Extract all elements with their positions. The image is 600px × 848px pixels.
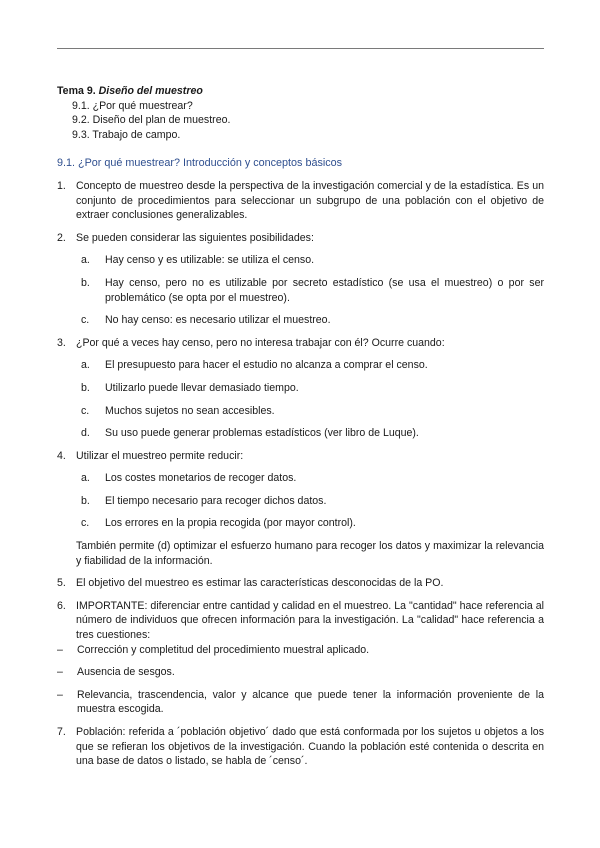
- sub-item-text: Su uso puede generar problemas estadísticos (ver libro de Luque).: [105, 427, 419, 440]
- sub-item-letter: b.: [81, 494, 90, 507]
- dash-item-text: Ausencia de sesgos.: [77, 666, 175, 679]
- item-number: 4.: [57, 449, 66, 462]
- topic-toc: [72, 99, 544, 143]
- item-number: 6.: [57, 599, 66, 612]
- sub-item-text: Los errores en la propia recogida (por mayor control).: [105, 517, 356, 530]
- item-text: Concepto de muestreo desde la perspectiva de la investigación comercial y de la estadística. Es un conjunto de procedimientos para seleccionar un subgrupo de una población con el objetivo de extraer conclusiones generalizables.: [76, 179, 544, 222]
- item-text: Se pueden considerar las siguientes posibilidades:: [76, 231, 314, 244]
- topic-label: Tema 9.: [57, 85, 96, 97]
- sub-item-letter: c.: [81, 404, 90, 417]
- sub-item-letter: a.: [81, 254, 90, 267]
- item-text: Población: referida a ´población objetivo´ dado que está conformada por los sujetos u objetos a los que se refieran los objetivos de la investigación. Cuando la población esté contenida o descrita en una base de datos o listado, se habla de ´censo´.: [76, 726, 544, 768]
- sub-item: [76, 276, 544, 305]
- item-text: IMPORTANTE: diferenciar entre cantidad y calidad en el muestreo. La "cantidad" hace referencia al número de individuos que ofrecen información para la investigación. La "calidad" hace referencia a tres cuestiones:: [76, 599, 544, 642]
- item-number: 7.: [57, 726, 66, 738]
- sub-item: [76, 516, 544, 531]
- toc-item: 9.3. Trabajo de campo.: [72, 128, 181, 141]
- sub-item: [76, 404, 544, 419]
- dash-list: [57, 643, 544, 717]
- topic-title: Diseño del muestreo: [98, 85, 203, 97]
- item-number: 1.: [57, 179, 66, 192]
- sub-item-letter: a.: [81, 359, 90, 372]
- dash-item-text: Relevancia, trascendencia, valor y alcance que puede tener la información proveniente de la muestra escogida.: [77, 688, 544, 716]
- list-item-2: [57, 231, 544, 328]
- list-item-1: [57, 179, 544, 223]
- topic-heading: [57, 84, 544, 99]
- list-item-5: [57, 576, 544, 591]
- toc-item: 9.2. Diseño del plan de muestreo.: [72, 114, 231, 127]
- header-rule: [57, 48, 544, 49]
- sub-item-text: Hay censo y es utilizable: se utiliza el censo.: [105, 254, 315, 267]
- dash-mark: –: [57, 643, 63, 656]
- sub-item-letter: d.: [81, 427, 90, 440]
- sub-item-text: No hay censo: es necesario utilizar el muestreo.: [105, 314, 331, 327]
- item-note: También permite (d) optimizar el esfuerzo humano para recoger los datos y maximizar la relevancia y fiabilidad de la información.: [76, 540, 544, 567]
- content: [57, 84, 544, 777]
- list-item-6: [57, 599, 544, 643]
- toc-item: 9.1. ¿Por qué muestrear?: [72, 99, 193, 112]
- item-number: 3.: [57, 336, 66, 349]
- sub-item: [76, 494, 544, 509]
- sub-item-letter: b.: [81, 381, 90, 394]
- dash-item: [57, 665, 544, 680]
- item-text: Utilizar el muestreo permite reducir:: [76, 449, 244, 462]
- sub-item-text: El tiempo necesario para recoger dichos datos.: [105, 494, 327, 507]
- list-item-7: [57, 725, 544, 769]
- dash-mark: –: [57, 688, 63, 701]
- item-text: El objetivo del muestreo es estimar las características desconocidas de la PO.: [76, 577, 444, 590]
- item-number: 2.: [57, 231, 66, 244]
- sub-item-text: Hay censo, pero no es utilizable por secreto estadístico (se usa el muestreo) o por ser problemático (se opta por el muestreo).: [105, 276, 544, 304]
- list-item-3: [57, 336, 544, 441]
- list-item-4: [57, 449, 544, 569]
- section-heading: 9.1. ¿Por qué muestrear? Introducción y conceptos básicos: [57, 157, 343, 170]
- sub-item-text: Muchos sujetos no sean accesibles.: [105, 404, 275, 417]
- dash-item-text: Corrección y completitud del procedimiento muestral aplicado.: [77, 643, 370, 656]
- dash-item: [57, 643, 544, 658]
- sub-item-letter: c.: [81, 314, 90, 327]
- sub-item-letter: a.: [81, 472, 90, 485]
- sub-item-text: El presupuesto para hacer el estudio no alcanza a comprar el censo.: [105, 359, 428, 372]
- sub-item: [76, 358, 544, 373]
- sub-item: [76, 471, 544, 486]
- sub-item-text: Los costes monetarios de recoger datos.: [105, 472, 297, 485]
- item-number: 5.: [57, 577, 66, 590]
- sub-item-letter: b.: [81, 276, 90, 289]
- sub-item: [76, 426, 544, 441]
- dash-mark: –: [57, 666, 63, 679]
- sub-item-text: Utilizarlo puede llevar demasiado tiempo.: [105, 381, 299, 394]
- sub-item-letter: c.: [81, 517, 90, 530]
- item-text: ¿Por qué a veces hay censo, pero no interesa trabajar con él? Ocurre cuando:: [76, 336, 445, 349]
- sub-item: [76, 253, 544, 268]
- sub-item: [76, 381, 544, 396]
- sub-item: [76, 313, 544, 328]
- dash-item: [57, 688, 544, 717]
